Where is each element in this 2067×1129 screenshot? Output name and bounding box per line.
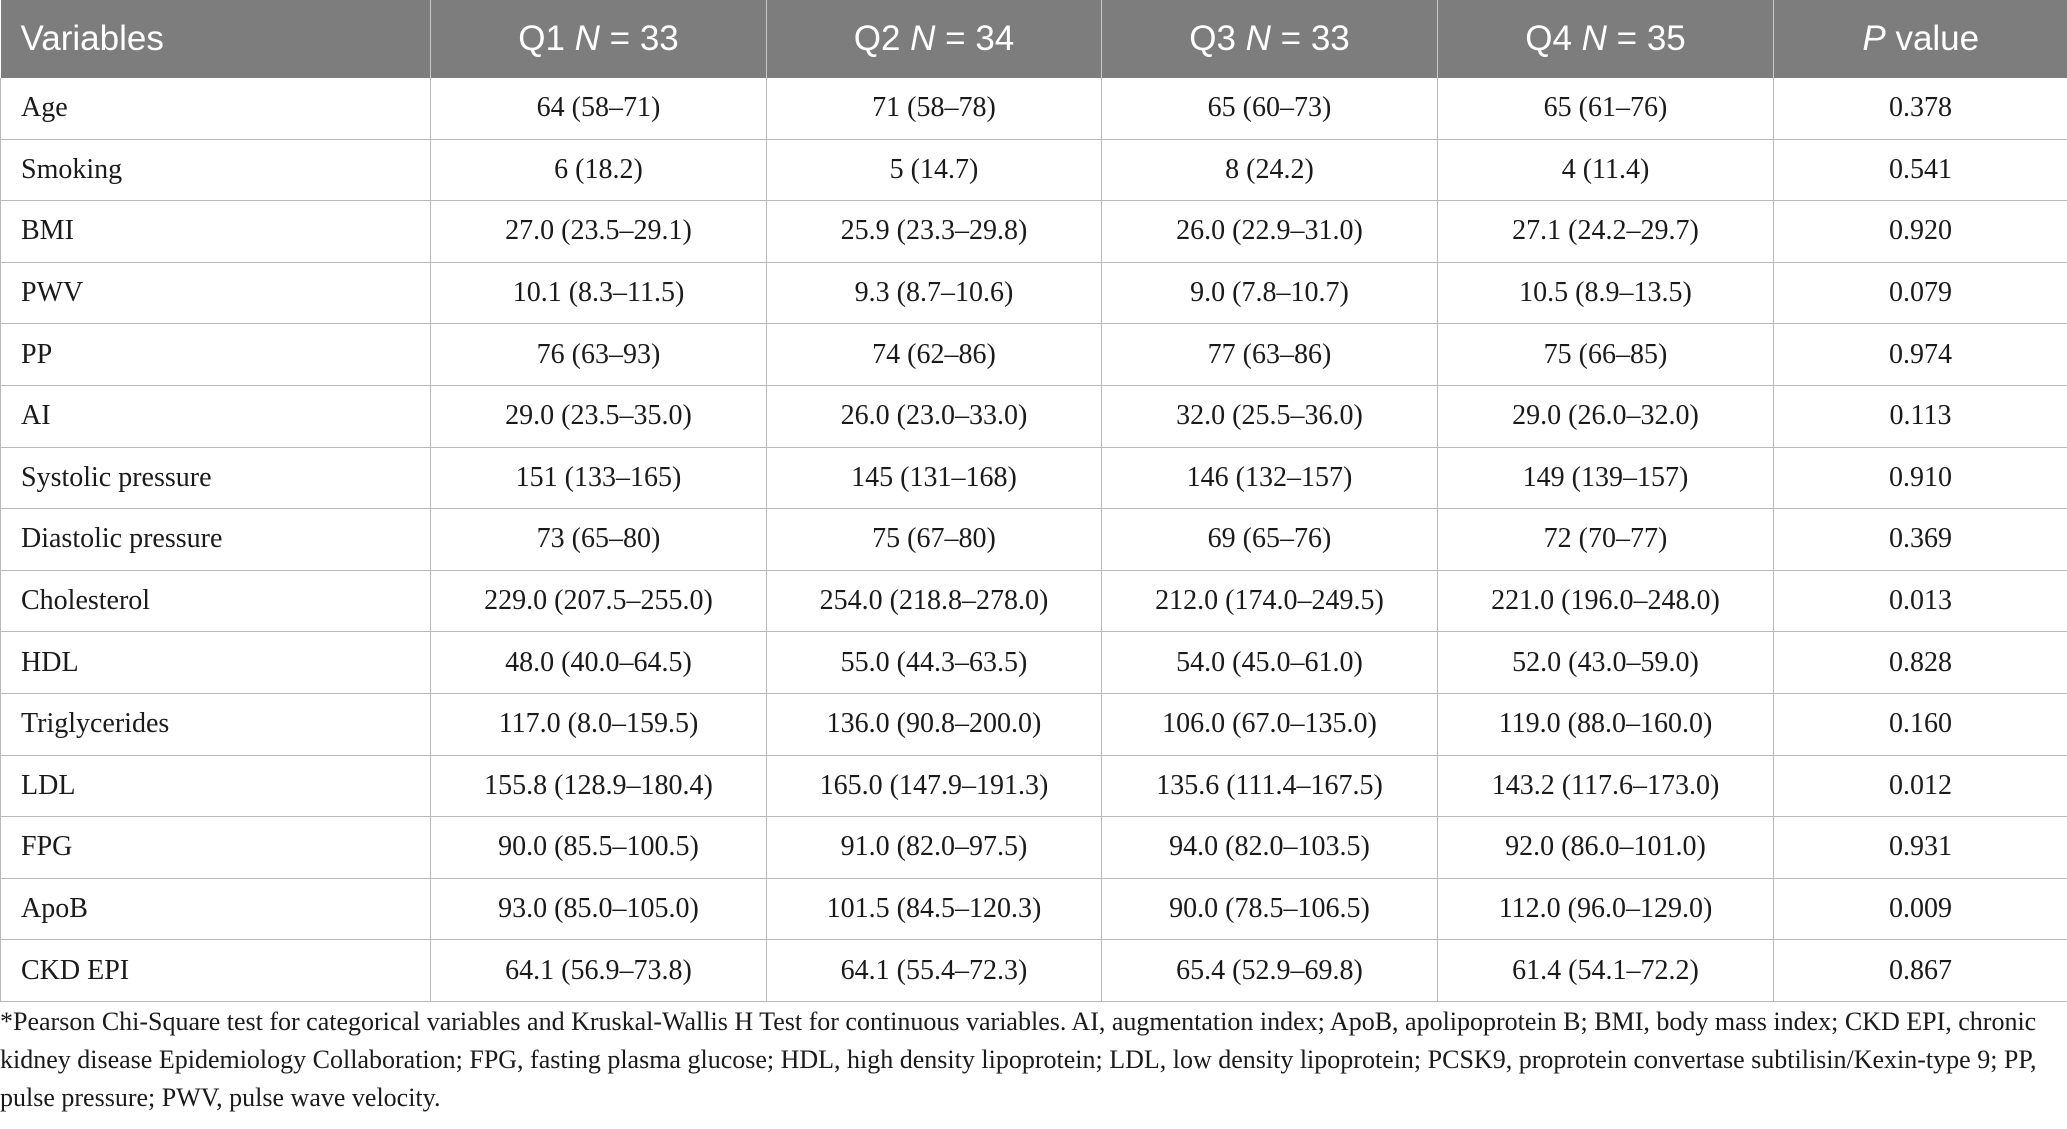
header-q1 bbox=[431, 0, 767, 78]
p-value-cell: 0.828 bbox=[1774, 632, 2067, 694]
p-value-cell: 0.910 bbox=[1774, 447, 2067, 509]
table-cell: 10.1 (8.3–11.5) bbox=[431, 262, 767, 324]
table-cell: 54.0 (45.0–61.0) bbox=[1102, 632, 1438, 694]
table-cell: 94.0 (82.0–103.5) bbox=[1102, 817, 1438, 879]
table-cell: 65 (61–76) bbox=[1438, 78, 1774, 139]
table-row bbox=[1, 262, 2067, 324]
table-cell: 65 (60–73) bbox=[1102, 78, 1438, 139]
table-cell: 92.0 (86.0–101.0) bbox=[1438, 817, 1774, 879]
table-cell: 76 (63–93) bbox=[431, 324, 767, 386]
table-cell: 64.1 (56.9–73.8) bbox=[431, 940, 767, 1002]
table-cell: 77 (63–86) bbox=[1102, 324, 1438, 386]
row-label-cell: Diastolic pressure bbox=[1, 509, 431, 571]
p-value-cell: 0.867 bbox=[1774, 940, 2067, 1002]
table-row bbox=[1, 693, 2067, 755]
p-value-cell: 0.012 bbox=[1774, 755, 2067, 817]
table-cell: 145 (131–168) bbox=[767, 447, 1102, 509]
table-cell: 64.1 (55.4–72.3) bbox=[767, 940, 1102, 1002]
table-cell: 75 (66–85) bbox=[1438, 324, 1774, 386]
table-cell: 25.9 (23.3–29.8) bbox=[767, 201, 1102, 263]
table-cell: 112.0 (96.0–129.0) bbox=[1438, 878, 1774, 940]
p-value-cell: 0.160 bbox=[1774, 693, 2067, 755]
header-italic: N bbox=[910, 19, 936, 58]
row-label-cell: BMI bbox=[1, 201, 431, 263]
table-cell: 9.0 (7.8–10.7) bbox=[1102, 262, 1438, 324]
table-row bbox=[1, 139, 2067, 201]
p-value-cell: 0.009 bbox=[1774, 878, 2067, 940]
table-cell: 27.1 (24.2–29.7) bbox=[1438, 201, 1774, 263]
table-cell: 64 (58–71) bbox=[431, 78, 767, 139]
table-cell: 73 (65–80) bbox=[431, 509, 767, 571]
p-value-cell: 0.369 bbox=[1774, 509, 2067, 571]
table-cell: 69 (65–76) bbox=[1102, 509, 1438, 571]
table-cell: 4 (11.4) bbox=[1438, 139, 1774, 201]
table-row bbox=[1, 570, 2067, 632]
table-cell: 52.0 (43.0–59.0) bbox=[1438, 632, 1774, 694]
row-label-cell: HDL bbox=[1, 632, 431, 694]
p-value-cell: 0.920 bbox=[1774, 201, 2067, 263]
header-q3 bbox=[1102, 0, 1438, 78]
table-cell: 254.0 (218.8–278.0) bbox=[767, 570, 1102, 632]
table-cell: 165.0 (147.9–191.3) bbox=[767, 755, 1102, 817]
table-cell: 90.0 (78.5–106.5) bbox=[1102, 878, 1438, 940]
row-label-cell: Smoking bbox=[1, 139, 431, 201]
header-suffix: = 34 bbox=[935, 19, 1015, 58]
header-suffix: = 35 bbox=[1606, 19, 1686, 58]
p-value-cell: 0.013 bbox=[1774, 570, 2067, 632]
p-value-cell: 0.931 bbox=[1774, 817, 2067, 879]
header-italic: N bbox=[1581, 19, 1607, 58]
table-cell: 221.0 (196.0–248.0) bbox=[1438, 570, 1774, 632]
table-row bbox=[1, 755, 2067, 817]
table-cell: 74 (62–86) bbox=[767, 324, 1102, 386]
table-row bbox=[1, 447, 2067, 509]
table-cell: 72 (70–77) bbox=[1438, 509, 1774, 571]
table-cell: 26.0 (22.9–31.0) bbox=[1102, 201, 1438, 263]
row-label-cell: Systolic pressure bbox=[1, 447, 431, 509]
table-cell: 71 (58–78) bbox=[767, 78, 1102, 139]
table-cell: 136.0 (90.8–200.0) bbox=[767, 693, 1102, 755]
p-value-cell: 0.378 bbox=[1774, 78, 2067, 139]
table-cell: 8 (24.2) bbox=[1102, 139, 1438, 201]
table-row bbox=[1, 632, 2067, 694]
p-value-cell: 0.113 bbox=[1774, 385, 2067, 447]
row-label-cell: PWV bbox=[1, 262, 431, 324]
table-cell: 101.5 (84.5–120.3) bbox=[767, 878, 1102, 940]
table-cell: 143.2 (117.6–173.0) bbox=[1438, 755, 1774, 817]
row-label-cell: CKD EPI bbox=[1, 940, 431, 1002]
table-cell: 91.0 (82.0–97.5) bbox=[767, 817, 1102, 879]
p-value-cell: 0.079 bbox=[1774, 262, 2067, 324]
table-cell: 106.0 (67.0–135.0) bbox=[1102, 693, 1438, 755]
table-cell: 5 (14.7) bbox=[767, 139, 1102, 201]
p-value-cell: 0.974 bbox=[1774, 324, 2067, 386]
header-q4 bbox=[1438, 0, 1774, 78]
header-text: Variables bbox=[20, 19, 164, 58]
table-header bbox=[1, 0, 2067, 78]
header-text: Q4 bbox=[1525, 19, 1582, 58]
table-cell: 75 (67–80) bbox=[767, 509, 1102, 571]
row-label-cell: Age bbox=[1, 78, 431, 139]
table-cell: 119.0 (88.0–160.0) bbox=[1438, 693, 1774, 755]
header-italic: N bbox=[574, 19, 600, 58]
table-cell: 149 (139–157) bbox=[1438, 447, 1774, 509]
row-label-cell: LDL bbox=[1, 755, 431, 817]
table-cell: 93.0 (85.0–105.0) bbox=[431, 878, 767, 940]
header-p-value bbox=[1774, 0, 2067, 78]
table-row bbox=[1, 817, 2067, 879]
table-row bbox=[1, 78, 2067, 139]
row-label-cell: Triglycerides bbox=[1, 693, 431, 755]
table-row bbox=[1, 324, 2067, 386]
table-cell: 155.8 (128.9–180.4) bbox=[431, 755, 767, 817]
header-q2 bbox=[767, 0, 1102, 78]
table-cell: 26.0 (23.0–33.0) bbox=[767, 385, 1102, 447]
header-text: Q3 bbox=[1189, 19, 1246, 58]
table-footnote: *Pearson Chi-Square test for categorical variables and Kruskal-Wallis H Test for continuous variables. AI, augmentation index; ApoB, apolipoprotein B; BMI, body mass index; CKD EPI, chronic kidney disease Epidemiology Collaboration; FPG, fasting plasma glucose; HDL, high density lipoprotein; LDL, low density lipoprotein; PCSK9, proprotein convertase subtilisin/Kexin-type 9; PP, pulse pressure; PWV, pulse wave velocity. bbox=[0, 1007, 2037, 1112]
table-cell: 32.0 (25.5–36.0) bbox=[1102, 385, 1438, 447]
header-suffix: value bbox=[1885, 19, 1980, 58]
table-cell: 151 (133–165) bbox=[431, 447, 767, 509]
row-label-cell: PP bbox=[1, 324, 431, 386]
table-row bbox=[1, 878, 2067, 940]
table-cell: 61.4 (54.1–72.2) bbox=[1438, 940, 1774, 1002]
table-cell: 27.0 (23.5–29.1) bbox=[431, 201, 767, 263]
table-cell: 65.4 (52.9–69.8) bbox=[1102, 940, 1438, 1002]
table-cell: 55.0 (44.3–63.5) bbox=[767, 632, 1102, 694]
table-cell: 6 (18.2) bbox=[431, 139, 767, 201]
table-body bbox=[1, 78, 2067, 1001]
row-label-cell: ApoB bbox=[1, 878, 431, 940]
table-row bbox=[1, 940, 2067, 1002]
header-italic: P bbox=[1862, 19, 1886, 58]
table-cell: 135.6 (111.4–167.5) bbox=[1102, 755, 1438, 817]
table-cell: 229.0 (207.5–255.0) bbox=[431, 570, 767, 632]
header-text: Q2 bbox=[853, 19, 911, 58]
table-cell: 117.0 (8.0–159.5) bbox=[431, 693, 767, 755]
table-cell: 48.0 (40.0–64.5) bbox=[431, 632, 767, 694]
row-label-cell: Cholesterol bbox=[1, 570, 431, 632]
header-suffix: = 33 bbox=[1270, 19, 1350, 58]
table-cell: 90.0 (85.5–100.5) bbox=[431, 817, 767, 879]
row-label-cell: FPG bbox=[1, 817, 431, 879]
table-cell: 10.5 (8.9–13.5) bbox=[1438, 262, 1774, 324]
header-variables bbox=[1, 0, 431, 78]
header-suffix: = 33 bbox=[599, 19, 679, 58]
table-cell: 29.0 (26.0–32.0) bbox=[1438, 385, 1774, 447]
p-value-cell: 0.541 bbox=[1774, 139, 2067, 201]
table-cell: 146 (132–157) bbox=[1102, 447, 1438, 509]
header-text: Q1 bbox=[518, 19, 575, 58]
header-italic: N bbox=[1245, 19, 1271, 58]
table-cell: 212.0 (174.0–249.5) bbox=[1102, 570, 1438, 632]
table-cell: 29.0 (23.5–35.0) bbox=[431, 385, 767, 447]
table-row bbox=[1, 509, 2067, 571]
row-label-cell: AI bbox=[1, 385, 431, 447]
table-cell: 9.3 (8.7–10.6) bbox=[767, 262, 1102, 324]
table-row bbox=[1, 201, 2067, 263]
header-row bbox=[1, 0, 2067, 78]
table-row bbox=[1, 385, 2067, 447]
